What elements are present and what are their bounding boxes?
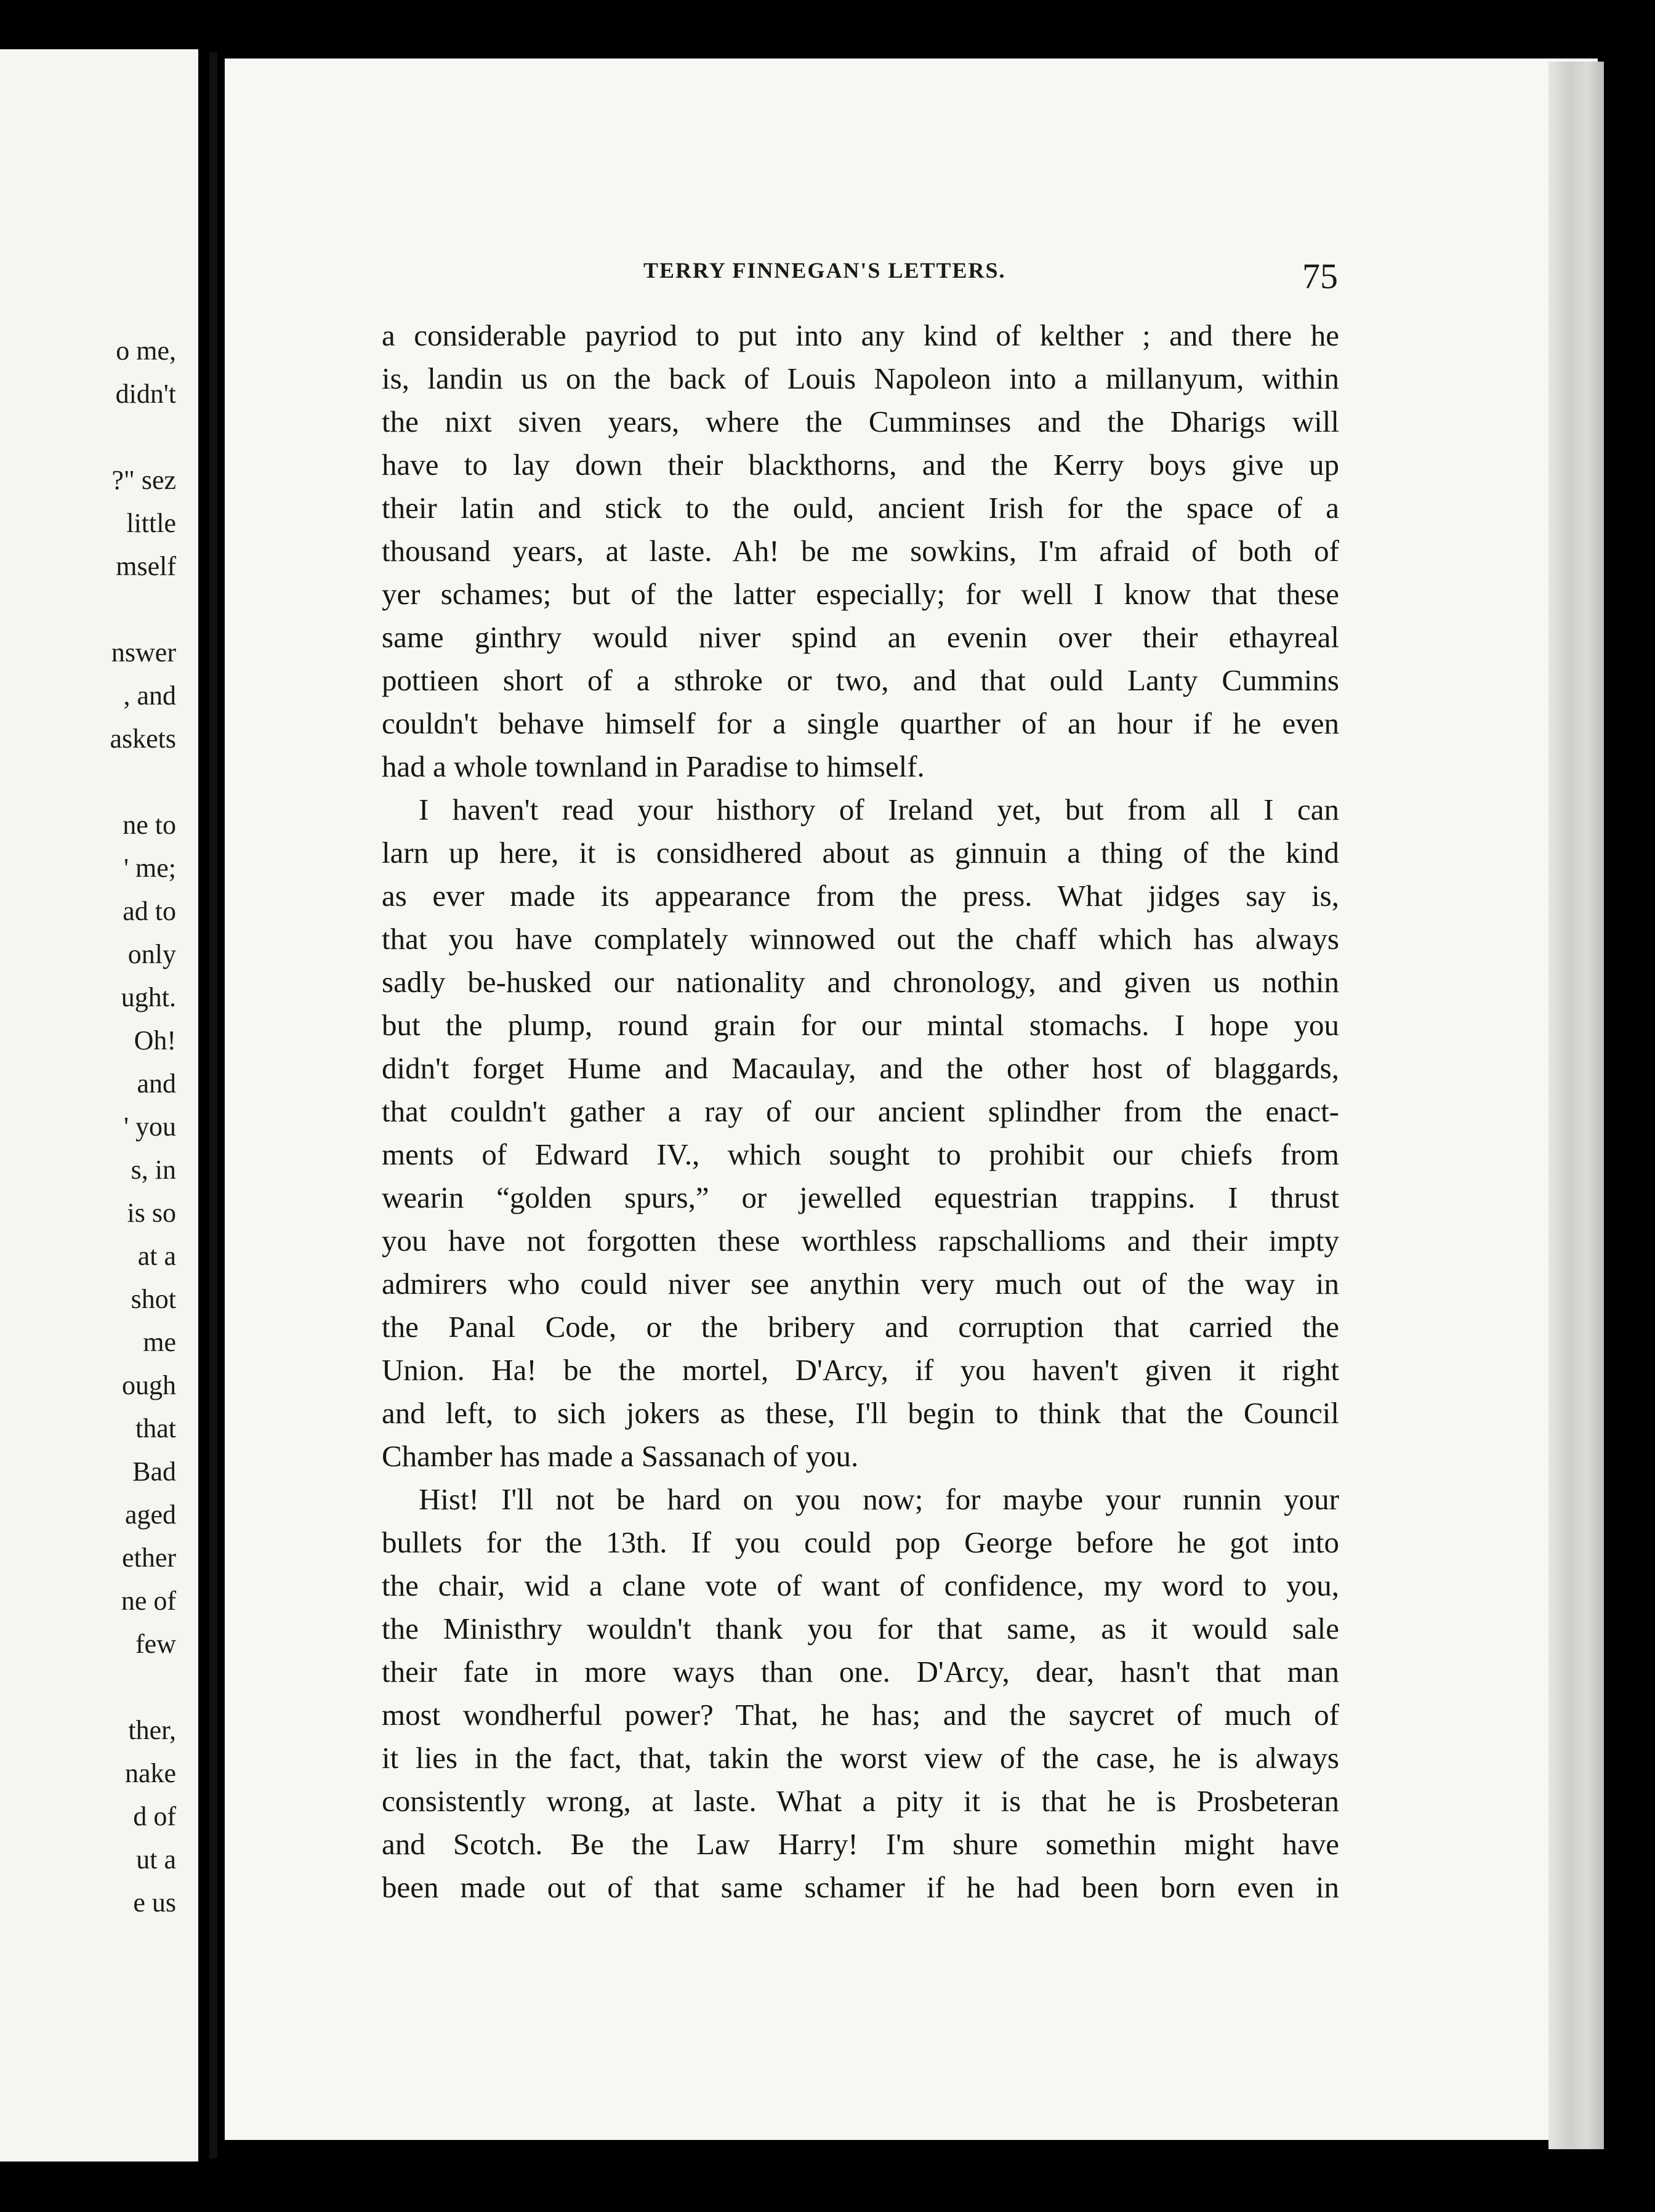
text-line: a considerable payriod to put into any kind of kelther ; and there he — [382, 318, 1339, 352]
text-line: bullets for the 13th. If you could pop George before he got into — [382, 1525, 1339, 1559]
previous-page-line: Oh! — [134, 1025, 176, 1056]
paragraph — [382, 314, 1339, 788]
previous-page-line — [110, 1666, 176, 1709]
text-line: is, landin us on the back of Louis Napoleon into a millanyum, within — [382, 361, 1339, 395]
previous-page — [0, 49, 198, 2162]
text-line: the chair, wid a clane vote of want of confidence, my word to you, — [382, 1568, 1339, 1602]
previous-page-line: nake — [124, 1758, 176, 1788]
text-line: Hist! I'll not be hard on you now; for maybe your runnin your — [419, 1482, 1339, 1516]
text-line: I haven't read your histhory of Ireland yet, but from all I can — [419, 793, 1339, 826]
previous-page-line: ether — [122, 1543, 176, 1573]
previous-page-line: , and — [123, 680, 176, 711]
text-line: Union. Ha! be the mortel, D'Arcy, if you haven't given it right — [382, 1353, 1339, 1387]
text-line: couldn't behave himself for a single quarther of an hour if he even — [382, 706, 1339, 740]
previous-page-line: ne to — [123, 810, 176, 840]
previous-page-line: o me, — [116, 336, 176, 366]
previous-page-line: ?" sez — [111, 465, 176, 495]
text-line: their latin and stick to the ould, ancient Irish for the space of a — [382, 491, 1339, 525]
previous-page-line: ught. — [121, 982, 176, 1012]
text-line: the Ministhry wouldn't thank you for that same, as it would sale — [382, 1612, 1339, 1645]
text-line: most wondherful power? That, he has; and the saycret of much of — [382, 1698, 1339, 1732]
previous-page-line: Bad — [132, 1456, 176, 1487]
page-gutter — [209, 52, 217, 2158]
text-line: same ginthry would niver spind an evenin over their ethayreal — [382, 620, 1339, 654]
text-line: ments of Edward IV., which sought to prohibit our chiefs from — [382, 1137, 1339, 1171]
page-edge-shadow — [1548, 62, 1604, 2149]
previous-page-line: mself — [116, 551, 176, 581]
previous-page-line: that — [135, 1413, 176, 1443]
text-line: and left, to sich jokers as these, I'll begin to think that the Council — [382, 1396, 1339, 1430]
text-line: larn up here, it is considhered about as ginnuin a thing of the kind — [382, 836, 1339, 870]
previous-page-line: didn't — [115, 379, 176, 409]
previous-page-line: shot — [131, 1284, 176, 1314]
previous-page-line — [110, 416, 176, 459]
text-line: that couldn't gather a ray of our ancient splindher from the enact- — [382, 1094, 1339, 1128]
text-line: consistently wrong, at laste. What a pity it is that he is Prosbeteran — [382, 1784, 1339, 1818]
previous-page-line: only — [127, 939, 176, 969]
text-line: have to lay down their blackthorns, and the Kerry boys give up — [382, 448, 1339, 482]
text-line: wearin “golden spurs,” or jewelled equestrian trappins. I thrust — [382, 1181, 1339, 1214]
text-line: sadly be-husked our nationality and chronology, and given us nothin — [382, 965, 1339, 999]
text-line: had a whole townland in Paradise to himself. — [382, 749, 925, 783]
previous-page-line: aged — [124, 1500, 176, 1530]
paragraph — [382, 1478, 1339, 1909]
previous-page-text — [110, 329, 176, 1924]
text-line: you have not forgotten these worthless rapschallioms and their impty — [382, 1224, 1339, 1257]
text-line: pottieen short of a sthroke or two, and that ould Lanty Cummins — [382, 663, 1339, 697]
previous-page-line: few — [135, 1629, 176, 1659]
previous-page-line: ough — [122, 1370, 176, 1400]
previous-page-line: me — [143, 1327, 176, 1357]
previous-page-line: little — [126, 508, 176, 538]
previous-page-line — [110, 588, 176, 631]
body-text — [382, 314, 1339, 1909]
page-number: 75 — [1302, 256, 1338, 296]
text-line: the Panal Code, or the bribery and corruption that carried the — [382, 1310, 1339, 1344]
text-line: the nixt siven years, where the Cumminses and the Dharigs will — [382, 405, 1339, 438]
previous-page-line: ne of — [121, 1586, 176, 1616]
text-line: it lies in the fact, that, takin the worst view of the case, he is always — [382, 1741, 1339, 1775]
previous-page-line — [110, 761, 176, 804]
previous-page-line: at a — [137, 1241, 176, 1271]
text-line: as ever made its appearance from the press. What jidges say is, — [382, 879, 1339, 913]
previous-page-line: ' you — [124, 1112, 176, 1142]
text-line: and Scotch. Be the Law Harry! I'm shure somethin might have — [382, 1827, 1339, 1861]
paragraph — [382, 788, 1339, 1478]
text-line: their fate in more ways than one. D'Arcy, dear, hasn't that man — [382, 1655, 1339, 1689]
previous-page-line: ut a — [136, 1844, 176, 1875]
previous-page-line: nswer — [111, 637, 176, 668]
previous-page-line: askets — [110, 724, 176, 754]
previous-page-line: ther, — [128, 1715, 176, 1745]
previous-page-line: and — [137, 1068, 176, 1099]
previous-page-line: is so — [127, 1198, 176, 1228]
text-line: but the plump, round grain for our mintal stomachs. I hope you — [382, 1008, 1339, 1042]
text-line: yer schames; but of the latter especially; for well I know that these — [382, 577, 1339, 611]
text-line: been made out of that same schamer if he had been born even in — [382, 1870, 1339, 1904]
text-line: thousand years, at laste. Ah! be me sowkins, I'm afraid of both of — [382, 534, 1339, 568]
previous-page-line: ' me; — [124, 853, 176, 883]
previous-page-line: s, in — [131, 1155, 176, 1185]
text-line: didn't forget Hume and Macaulay, and the other host of blaggards, — [382, 1051, 1339, 1085]
text-line: admirers who could niver see anythin very much out of the way in — [382, 1267, 1339, 1301]
running-head: TERRY FINNEGAN'S LETTERS. — [643, 258, 1006, 283]
previous-page-line: d of — [133, 1801, 176, 1831]
text-line: Chamber has made a Sassanach of you. — [382, 1439, 859, 1473]
previous-page-line: e us — [133, 1887, 176, 1918]
text-line: that you have complately winnowed out the chaff which has always — [382, 922, 1339, 956]
previous-page-line: ad to — [123, 896, 176, 926]
